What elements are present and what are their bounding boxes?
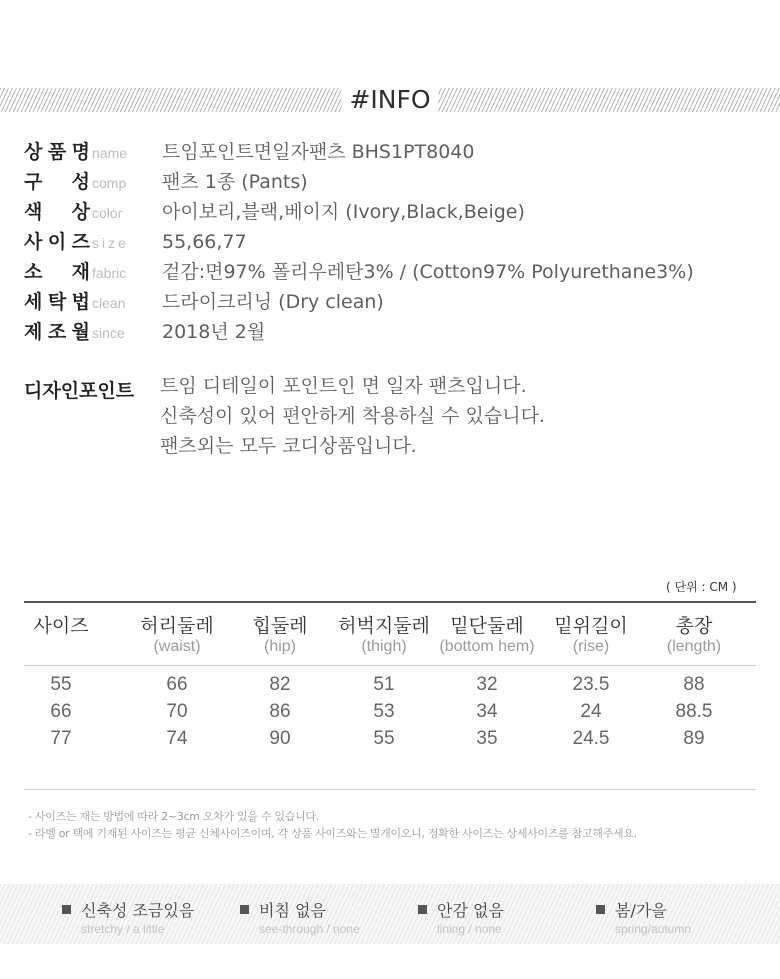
- table-cell: 88: [683, 674, 705, 695]
- feature-label: 봄/가을: [615, 901, 667, 920]
- spec-label-char: 명: [71, 141, 90, 163]
- size-notes: [28, 808, 637, 842]
- size-table-top-rule: [24, 601, 756, 603]
- feature-label: 안감 없음: [437, 901, 504, 920]
- spec-label-char: 사: [24, 231, 43, 253]
- spec-list: [24, 137, 764, 347]
- table-cell: 51: [373, 674, 395, 695]
- table-cell: 35: [476, 728, 498, 749]
- design-point-line: 신축성이 있어 편안하게 착용하실 수 있습니다.: [160, 405, 545, 427]
- table-cell: 55: [373, 728, 395, 749]
- spec-sub-label: clean: [92, 295, 126, 311]
- table-header: 밑위길이: [554, 615, 628, 637]
- square-bullet-icon: [62, 905, 71, 914]
- spec-sub-label: since: [92, 325, 125, 341]
- design-point-label: 디자인포인트: [24, 380, 135, 402]
- table-header-sub: (length): [666, 638, 722, 655]
- spec-row-clean: [24, 287, 764, 317]
- table-cell: 66: [50, 701, 72, 722]
- spec-label-char: 색: [24, 201, 43, 223]
- feature-see-through: [240, 898, 360, 936]
- table-cell: 24.5: [572, 728, 610, 749]
- spec-label: [24, 317, 90, 344]
- spec-label: [24, 137, 90, 164]
- spec-label-char: 세: [24, 291, 43, 313]
- table-header-sub: (thigh): [361, 638, 407, 655]
- feature-sub-label: spring/autumn: [615, 922, 692, 936]
- size-table-unit: ( 단위 : CM ): [666, 580, 737, 594]
- spec-label-char: 재: [71, 261, 90, 283]
- spec-row-fabric: [24, 257, 764, 287]
- spec-label: [24, 257, 90, 284]
- feature-stretch: [62, 898, 194, 936]
- table-cell: 23.5: [572, 674, 610, 695]
- table-header: 밑단둘레: [450, 615, 524, 637]
- feature-sub-label: lining / none: [437, 922, 502, 936]
- spec-label-char: 소: [24, 261, 43, 283]
- spec-label-char: 성: [71, 171, 90, 193]
- table-cell: 89: [683, 728, 705, 749]
- spec-label-char: 상: [24, 141, 43, 163]
- spec-label-char: 상: [71, 201, 90, 223]
- square-bullet-icon: [418, 905, 427, 914]
- spec-row-name: [24, 137, 764, 167]
- table-cell: 53: [373, 701, 395, 722]
- spec-sub-label: size: [92, 235, 129, 251]
- spec-label-char: 월: [71, 321, 90, 343]
- design-point: [24, 376, 545, 461]
- spec-label-char: 이: [47, 231, 67, 253]
- table-header-sub: (rise): [572, 638, 610, 655]
- spec-label: [24, 197, 90, 224]
- table-cell: 66: [166, 674, 188, 695]
- design-point-line: 트임 디테일이 포인트인 면 일자 팬츠입니다.: [160, 375, 527, 397]
- spec-value: 2018년 2월: [162, 321, 266, 343]
- spec-sub-label: fabric: [92, 265, 127, 281]
- size-note: - 라벨 or 택에 기재된 사이즈는 평균 신체사이즈이며, 각 상품 사이즈와는 별개이오니, 정확한 사이즈는 상세사이즈를 참고해주세요.: [28, 827, 637, 840]
- spec-label-char: 제: [24, 321, 43, 343]
- spec-label-char: 조: [47, 321, 67, 343]
- table-cell: 32: [476, 674, 498, 695]
- feature-label: 비침 없음: [259, 901, 326, 920]
- spec-label-char: 즈: [71, 231, 90, 253]
- feature-lining: [418, 898, 504, 936]
- spec-sub-label: color: [92, 205, 123, 221]
- table-cell: 34: [476, 701, 498, 722]
- table-cell: 77: [50, 728, 72, 749]
- table-cell: 24: [580, 701, 602, 722]
- table-cell: 88.5: [675, 701, 713, 722]
- table-header: 총장: [675, 615, 713, 637]
- table-cell: 55: [50, 674, 72, 695]
- spec-value: 팬츠 1종 (Pants): [162, 171, 308, 193]
- table-header: 사이즈: [33, 615, 89, 637]
- size-table-header-rule: [24, 665, 756, 666]
- spec-value: 트임포인트면일자팬츠 BHS1PT8040: [162, 141, 475, 163]
- spec-label-char: 구: [24, 171, 43, 193]
- spec-row-color: [24, 197, 764, 227]
- feature-sub-label: stretchy / a little: [81, 922, 165, 936]
- info-title: #INFO: [341, 86, 438, 114]
- table-header-sub: (hip): [263, 638, 297, 655]
- spec-sub-label: name: [92, 145, 128, 161]
- table-header-sub: (bottom hem): [439, 638, 535, 655]
- spec-label: [24, 227, 90, 254]
- spec-value: 드라이크리닝 (Dry clean): [162, 291, 384, 313]
- size-table-bottom-rule: [24, 789, 756, 790]
- spec-label-char: 품: [47, 141, 67, 163]
- spec-row-since: [24, 317, 764, 347]
- spec-value: 55,66,77: [162, 231, 247, 253]
- design-point-line: 팬츠외는 모두 코디상품입니다.: [160, 435, 417, 457]
- feature-label: 신축성 조금있음: [81, 901, 195, 920]
- spec-value: 겉감:면97% 폴리우레탄3% / (Cotton97% Polyurethane3%): [162, 261, 694, 283]
- table-cell: 90: [269, 728, 291, 749]
- table-cell: 82: [269, 674, 291, 695]
- spec-label-char: 법: [71, 291, 90, 313]
- spec-label: [24, 287, 90, 314]
- table-header: 허벅지둘레: [338, 615, 430, 637]
- design-point-text: [160, 371, 545, 461]
- feature-sub-label: see-through / none: [259, 922, 360, 936]
- square-bullet-icon: [596, 905, 605, 914]
- table-cell: 74: [166, 728, 188, 749]
- table-header: 힙둘레: [252, 615, 308, 637]
- spec-row-size: [24, 227, 764, 257]
- square-bullet-icon: [240, 905, 249, 914]
- spec-label-char: 탁: [47, 291, 67, 313]
- spec-sub-label: comp: [92, 175, 127, 191]
- table-header-sub: (waist): [153, 638, 201, 655]
- feature-season: [596, 898, 691, 936]
- spec-label: [24, 167, 90, 194]
- table-cell: 70: [166, 701, 188, 722]
- table-header: 허리둘레: [140, 615, 214, 637]
- spec-row-comp: [24, 167, 764, 197]
- size-note: - 사이즈는 재는 방법에 따라 2~3cm 오차가 있을 수 있습니다.: [28, 810, 319, 823]
- table-cell: 86: [269, 701, 291, 722]
- spec-value: 아이보리,블랙,베이지 (Ivory,Black,Beige): [162, 201, 525, 223]
